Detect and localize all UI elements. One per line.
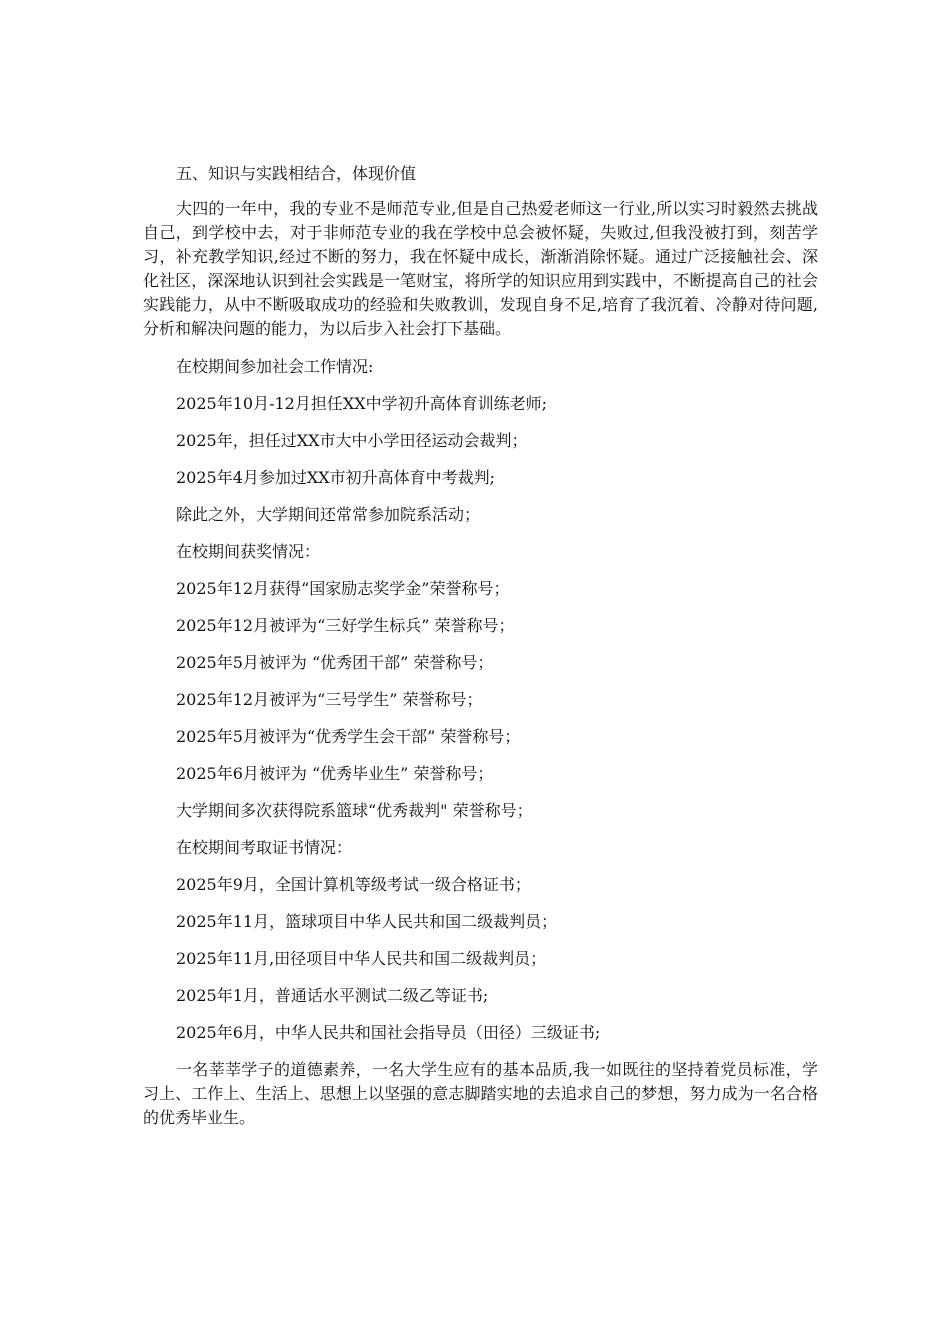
social-work-item: 除此之外，大学期间还常常参加院系活动； <box>176 505 481 524</box>
award-item: 2025年12月被评为“三号学生” 荣誉称号； <box>176 690 483 709</box>
social-work-item: 2025年，担任过XX市大中小学田径运动会裁判； <box>176 431 528 450</box>
award-item: 2025年5月被评为 “优秀团干部” 荣誉称号； <box>176 653 494 672</box>
certificate-item: 2025年11月，篮球项目中华人民共和国二级裁判员； <box>176 912 558 931</box>
intro-paragraph: 大四的一年中，我的专业不是师范专业,但是自己热爱老师这一行业,所以实习时毅然去挑战自己，到学校中去，对于非师范专业的我在学校中总会被怀疑，失败过,但我没被打到，刻苦学习，补充教学知识,经过不断的努力，我在怀疑中成长，渐渐消除怀疑。通过广泛接触社会、深化社区，深深地认识到社会实践是一笔财宝，将所学的知识应用到实践中，不断提高自己的社会实践能力，从中不断吸取成功的经验和失败教训，发现自身不足,培育了我沉着、冷静对待问题,分析和解决问题的能力，为以后步入社会打下基础。 <box>143 199 818 338</box>
certificate-item: 2025年11月,田径项目中华人民共和国二级裁判员； <box>176 949 547 968</box>
document-body <box>143 162 818 1130</box>
certificate-item: 2025年1月，普通话水平测试二级乙等证书; <box>176 986 489 1005</box>
certificate-item: 2025年6月，中华人民共和国社会指导员（田径）三级证书; <box>176 1023 601 1042</box>
award-item: 2025年12月获得“国家励志奖学金”荣誉称号； <box>176 579 510 598</box>
social-work-item: 2025年4月参加过XX市初升高体育中考裁判; <box>176 468 496 487</box>
award-item: 大学期间多次获得院系篮球“优秀裁判" 荣誉称号； <box>176 801 533 820</box>
certificate-item: 2025年9月，全国计算机等级考试一级合格证书； <box>176 875 531 894</box>
awards-heading: 在校期间获奖情况： <box>176 542 321 561</box>
award-item: 2025年5月被评为“优秀学生会干部” 荣誉称号； <box>176 727 521 746</box>
certificates-heading: 在校期间考取证书情况： <box>176 838 353 857</box>
closing-paragraph: 一名莘莘学子的道德素养，一名大学生应有的基本品质,我一如既往的坚持着党员标准，学习上、工作上、生活上、思想上以坚强的意志脚踏实地的去追求自己的梦想，努力成为一名合格的优秀毕业生。 <box>143 1060 818 1127</box>
award-item: 2025年12月被评为“三好学生标兵” 荣誉称号； <box>176 616 515 635</box>
social-work-heading: 在校期间参加社会工作情况: <box>176 357 374 376</box>
section-heading: 五、知识与实践相结合，体现价值 <box>176 164 417 183</box>
social-work-item: 2025年10月-12月担任XX中学初升高体育训练老师; <box>176 394 548 413</box>
award-item: 2025年6月被评为 “优秀毕业生” 荣誉称号； <box>176 764 494 783</box>
